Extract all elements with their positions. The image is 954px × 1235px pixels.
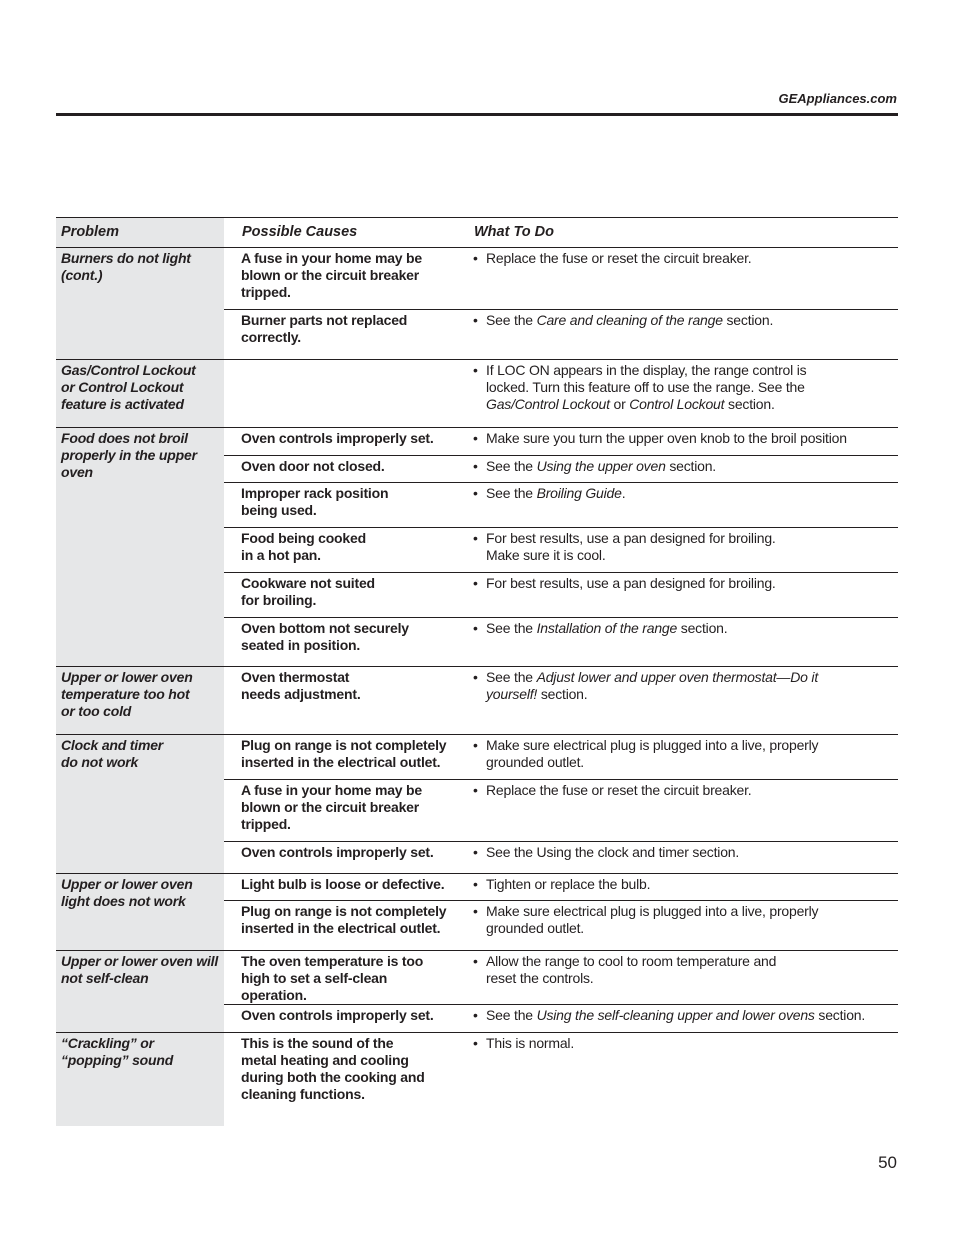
section-reference: Broiling Guide [536,485,622,501]
cause-cell: Oven thermostat needs adjustment. [241,669,361,702]
problem-group [56,735,898,874]
todo-segment: See the [486,1007,537,1023]
cause-cell: Oven bottom not securely seated in position. [241,620,409,653]
todo-text [486,844,739,873]
bullet-icon: • [473,876,478,892]
bullet-icon: • [473,575,478,591]
table-row [224,1033,898,1126]
header-what-to-do: What To Do [474,224,554,240]
header-rule [56,113,898,116]
table-row [224,667,898,734]
problem-cell: Upper or lower oven temperature too hot or too cold [56,667,224,734]
todo-text [486,782,752,841]
todo-cell [456,667,898,734]
section-reference: Adjust lower and upper oven thermostat—Do it yourself! [486,669,819,702]
todo-text [486,312,773,359]
causes-list [224,1033,898,1126]
causes-list [224,428,898,666]
cause-cell: Improper rack position being used. [241,485,389,518]
problem-group [56,360,898,428]
header-problem: Problem [56,218,224,247]
todo-segment: section. [677,620,728,636]
todo-segment: See the [486,312,537,328]
table-row [224,483,898,528]
todo-segment: For best results, use a pan designed for broiling. [486,575,776,591]
cause-cell: Plug on range is not completely inserted in the electrical outlet. [241,737,447,770]
todo-cell [456,528,898,572]
table-row [224,456,898,483]
table-row [224,618,898,666]
todo-cell [456,360,898,427]
bullet-icon: • [473,362,478,378]
todo-text [486,620,727,666]
cause-cell [224,360,456,427]
table-row [224,573,898,618]
bullet-icon: • [473,737,478,753]
header-possible-causes: Possible Causes [242,224,358,240]
table-row [224,1005,898,1032]
problem-cell: Food does not broil properly in the upper oven [56,428,224,666]
bullet-icon: • [473,312,478,328]
todo-segment: For best results, use a pan designed for broiling. Make sure it is cool. [486,530,776,563]
todo-text [486,575,776,617]
todo-text [486,250,752,309]
todo-cell [456,248,898,309]
problem-group [56,248,898,360]
cause-cell: Oven door not closed. [241,458,385,474]
problem-group [56,667,898,735]
todo-text [486,362,806,427]
problem-cell: Upper or lower oven will not self-clean [56,951,224,1032]
section-reference: Care and cleaning of the range [536,312,723,328]
todo-cell [456,618,898,666]
todo-segment: . [621,485,626,501]
todo-segment: Allow the range to cool to room temperature and reset the controls. [486,953,777,986]
todo-cell [456,951,898,1004]
todo-cell [456,428,898,455]
cause-cell: Burner parts not replaced correctly. [241,312,408,345]
todo-text [486,485,625,527]
cause-cell: Light bulb is loose or defective. [241,876,445,892]
todo-segment: section. [724,396,775,412]
problem-cell: Clock and timer do not work [56,735,224,873]
section-reference: Using the self-cleaning upper and lower ovens [536,1007,815,1023]
todo-segment: Replace the fuse or reset the circuit breaker. [486,250,752,266]
todo-segment: Replace the fuse or reset the circuit breaker. [486,782,752,798]
section-reference: Gas/Control Lockout [486,396,610,412]
todo-segment: This is normal. [486,1035,575,1051]
bullet-icon: • [473,250,478,266]
todo-segment: See the [486,485,537,501]
bullet-icon: • [473,844,478,860]
todo-text [486,430,847,455]
cause-cell: Food being cooked in a hot pan. [241,530,366,563]
problem-cell: Upper or lower oven light does not work [56,874,224,950]
bullet-icon: • [473,458,478,474]
todo-text [486,1007,865,1032]
cause-cell: A fuse in your home may be blown or the circuit breaker tripped. [241,250,422,300]
todo-text [486,1035,574,1126]
todo-segment: section. [665,458,716,474]
todo-segment: If LOC ON appears in the display, the range control is locked. Turn this feature off to use the range. See the [486,362,807,395]
causes-list [224,735,898,873]
troubleshooting-table [56,217,898,1126]
todo-cell [456,901,898,950]
cause-cell: Oven controls improperly set. [241,844,434,860]
todo-segment: Tighten or replace the bulb. [486,876,651,892]
causes-list [224,874,898,950]
causes-list [224,248,898,359]
table-row [224,874,898,901]
todo-text [486,903,818,950]
bullet-icon: • [473,1035,478,1051]
todo-segment: See the [486,458,537,474]
todo-segment: See the [486,620,537,636]
todo-cell [456,456,898,482]
todo-text [486,458,716,482]
todo-segment: See the [486,669,537,685]
todo-segment: Make sure you turn the upper oven knob to the broil position [486,430,847,446]
todo-cell [456,842,898,873]
table-body [56,248,898,1126]
bullet-icon: • [473,953,478,969]
site-url: GEAppliances.com [778,91,897,106]
todo-cell [456,1033,898,1126]
table-row [224,428,898,456]
todo-cell [456,780,898,841]
cause-cell: Cookware not suited for broiling. [241,575,375,608]
problem-cell: Burners do not light (cont.) [56,248,224,359]
todo-cell [456,735,898,779]
todo-cell [456,483,898,527]
todo-segment: section. [537,686,588,702]
todo-cell [456,310,898,359]
todo-text [486,953,776,1004]
causes-list [224,360,898,427]
section-reference: Installation of the range [536,620,678,636]
bullet-icon: • [473,903,478,919]
causes-list [224,667,898,734]
causes-list [224,951,898,1032]
bullet-icon: • [473,669,478,685]
bullet-icon: • [473,1007,478,1023]
todo-cell [456,874,898,900]
todo-segment: See the Using the clock and timer section. [486,844,740,860]
todo-segment: section. [722,312,774,328]
todo-text [486,876,650,900]
section-reference: Control Lockout [629,396,725,412]
bullet-icon: • [473,485,478,501]
problem-group [56,951,898,1033]
problem-group [56,428,898,667]
todo-text [486,737,818,779]
problem-group [56,874,898,951]
bullet-icon: • [473,620,478,636]
cause-cell: A fuse in your home may be blown or the circuit breaker tripped. [241,782,422,832]
bullet-icon: • [473,530,478,546]
todo-cell [456,573,898,617]
todo-segment: section. [814,1007,866,1023]
cause-cell: The oven temperature is too high to set a self-clean operation. [241,953,424,1003]
table-row [224,248,898,310]
cause-cell: Oven controls improperly set. [241,1007,434,1023]
table-row [224,528,898,573]
section-reference: Using the upper oven [536,458,666,474]
table-row [224,842,898,873]
todo-segment: Make sure electrical plug is plugged into a live, properly grounded outlet. [486,737,819,770]
table-row [224,735,898,780]
todo-segment: or [609,396,630,412]
todo-cell [456,1005,898,1032]
page-number: 50 [878,1153,897,1172]
bullet-icon: • [473,782,478,798]
todo-segment: Make sure electrical plug is plugged into a live, properly grounded outlet. [486,903,819,936]
table-row [224,310,898,359]
table-row [224,780,898,842]
cause-cell: Plug on range is not completely inserted in the electrical outlet. [241,903,447,936]
table-row [224,360,898,427]
table-header [56,218,898,248]
cause-cell: Oven controls improperly set. [241,430,434,446]
cause-cell: This is the sound of the metal heating and cooling during both the cooking and cleaning functions. [241,1035,425,1102]
bullet-icon: • [473,430,478,446]
todo-text [486,669,818,734]
todo-text [486,530,776,572]
problem-cell: Gas/Control Lockout or Control Lockout feature is activated [56,360,224,427]
table-row [224,951,898,1005]
problem-cell: “Crackling” or “popping” sound [56,1033,224,1126]
problem-group [56,1033,898,1126]
table-row [224,901,898,950]
